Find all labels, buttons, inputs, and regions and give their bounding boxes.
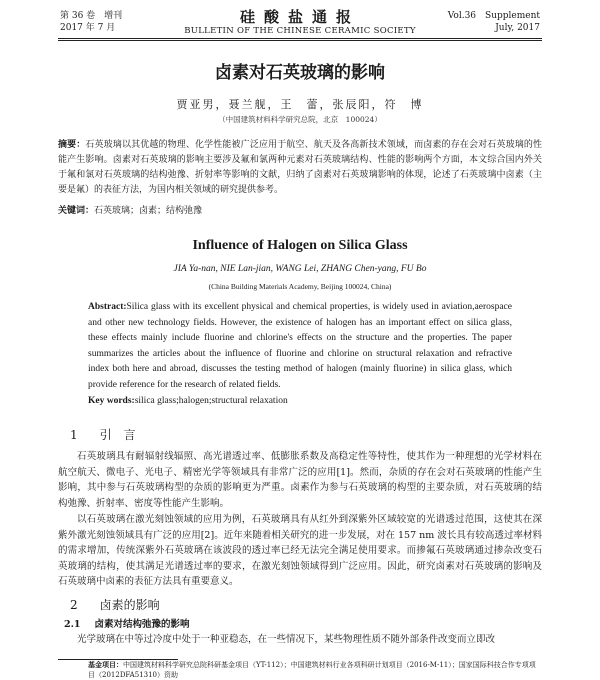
section-1-heading	[70, 426, 136, 443]
volume-issue: 第 36 卷 增刊	[60, 11, 123, 21]
section-2-title: 卤素的影响	[99, 598, 160, 612]
section-1-paragraph-1: 石英玻璃具有耐辐射线辐照、高光谱透过率、低膨胀系数及高稳定性等特性，使其作为一种理想的光学材料在航空航天、微电子、光电子、精密光学等领域具有非常广泛的应用[1]。然而，杂质的存在会对石英玻璃的性能产生影响，其中参与石英玻璃构型的杂质的影响更为严重。卤素作为参与石英玻璃的构型的主要杂质，对石英玻璃的结构弛豫、折射率、密度等性能产生影响。	[58, 451, 542, 509]
footnote-funding	[88, 660, 542, 680]
authors-cn: 贾亚男，聂兰舰，王 蕾，张辰阳，符 博	[176, 98, 424, 111]
abstract-en-text: Silica glass with its excellent physical and chemical properties, is widely used in aviation,aerospace and other new technology fields. However, the existence of halogen has an important effect on silica glass, these effects mainly include fluorine and chlorine's effects on the structure and the properties. The paper summarizes the articles about the influence of fluorine and chlorine on structural relaxation and refractive index both here and abroad, discusses the testing method of halogen (mainly fluorine) in silica glass, which provide reference for the research of related fields.	[88, 302, 512, 390]
section-1-paragraph-2: 以石英玻璃在激光刻蚀领域的应用为例，石英玻璃具有从红外到深紫外区域较宽的光谱透过范围，这使其在深紫外激光刻蚀领域具有广泛的应用[2]。近年来随着相关研究的进一步发展，对在 157 nm 波长具有较高透过率材料的需求增加，传统深紫外石英玻璃在该波段的透过率已经无法完全满足使用要求。而掺氟石英玻璃通过掺杂改变石英玻璃的结构，使其满足光谱透过率的要求，在激光刻蚀领域得到广泛应用。因此，研究卤素对石英玻璃的影响及石英玻璃中卤素的表征方法具有重要意义。	[58, 514, 542, 588]
section-2-1-number: 2.1	[64, 619, 81, 630]
volume-supplement-en: Vol.36 Supplement	[447, 11, 540, 21]
keywords-cn	[58, 204, 542, 219]
keywords-cn-label: 关键词：	[58, 206, 95, 216]
publication-date-en: July, 2017	[495, 23, 540, 33]
section-1-number: 1	[70, 428, 78, 442]
section-2-number: 2	[70, 598, 78, 612]
publication-date-cn: 2017 年 7 月	[60, 23, 116, 33]
header-rule-thin	[58, 40, 542, 41]
abstract-cn	[58, 138, 542, 198]
journal-title-cn: 硅酸盐通报	[239, 8, 360, 26]
paper-title-en: Influence of Halogen on Silica Glass	[192, 238, 408, 253]
journal-volume-info-en	[448, 10, 540, 34]
authors-en: JIA Ya-nan, NIE Lan-jian, WANG Lei, ZHANG Chen-yang, FU Bo	[173, 264, 427, 274]
affiliation-en: (China Building Materials Academy, Beijing 100024, China)	[208, 282, 392, 291]
section-1-title: 引 言	[99, 428, 136, 442]
keywords-en-label: Key words:	[88, 396, 135, 406]
footnote-label: 基金项目：	[88, 660, 123, 669]
section-2-1-paragraph-1: 光学玻璃在中等过冷度中处于一种亚稳态，在一些情况下，某些物理性质不随外部条件改变而立即改	[77, 634, 496, 645]
abstract-en-label: Abstract:	[88, 302, 127, 312]
keywords-cn-text: 石英玻璃；卤素；结构弛豫	[94, 206, 203, 216]
journal-title-en: BULLETIN OF THE CHINESE CERAMIC SOCIETY	[184, 26, 416, 36]
header-rule	[58, 38, 542, 39]
abstract-en	[88, 300, 512, 394]
keywords-en	[88, 396, 512, 406]
abstract-cn-text: 石英玻璃以其优越的物理、化学性能被广泛应用于航空、航天及各高新技术领域，而卤素的存在会对石英玻璃的性能产生影响。卤素对石英玻璃的影响主要涉及氟和氯两种元素对石英玻璃结构、性能的影响两个方面，本文综合国内外关于氟和氯对石英玻璃的结构弛豫、折射率等影响的文献，归纳了卤素对石英玻璃影响的体现，论述了石英玻璃中卤素（主要是氟）的表征方法，为国内相关领域的研究提供参考。	[58, 140, 542, 195]
paper-title-cn: 卤素对石英玻璃的影响	[215, 63, 385, 83]
section-2-1-title: 卤素对结构弛豫的影响	[94, 619, 190, 630]
section-2-1-heading	[64, 616, 190, 630]
affiliation-cn: （中国建筑材料科学研究总院，北京 100024）	[218, 115, 382, 124]
keywords-en-text: silica glass;halogen;structural relaxation	[134, 396, 288, 406]
section-2-heading	[70, 596, 160, 613]
footnote-text: 中国建筑材料科学研究总院科研基金项目（YT-112）；中国建筑材料行业各项科研计划项目（2016-M-11）；国家国际科技合作专项项目（2012DFA51310）资助	[88, 661, 536, 679]
abstract-cn-label: 摘要：	[58, 140, 86, 150]
